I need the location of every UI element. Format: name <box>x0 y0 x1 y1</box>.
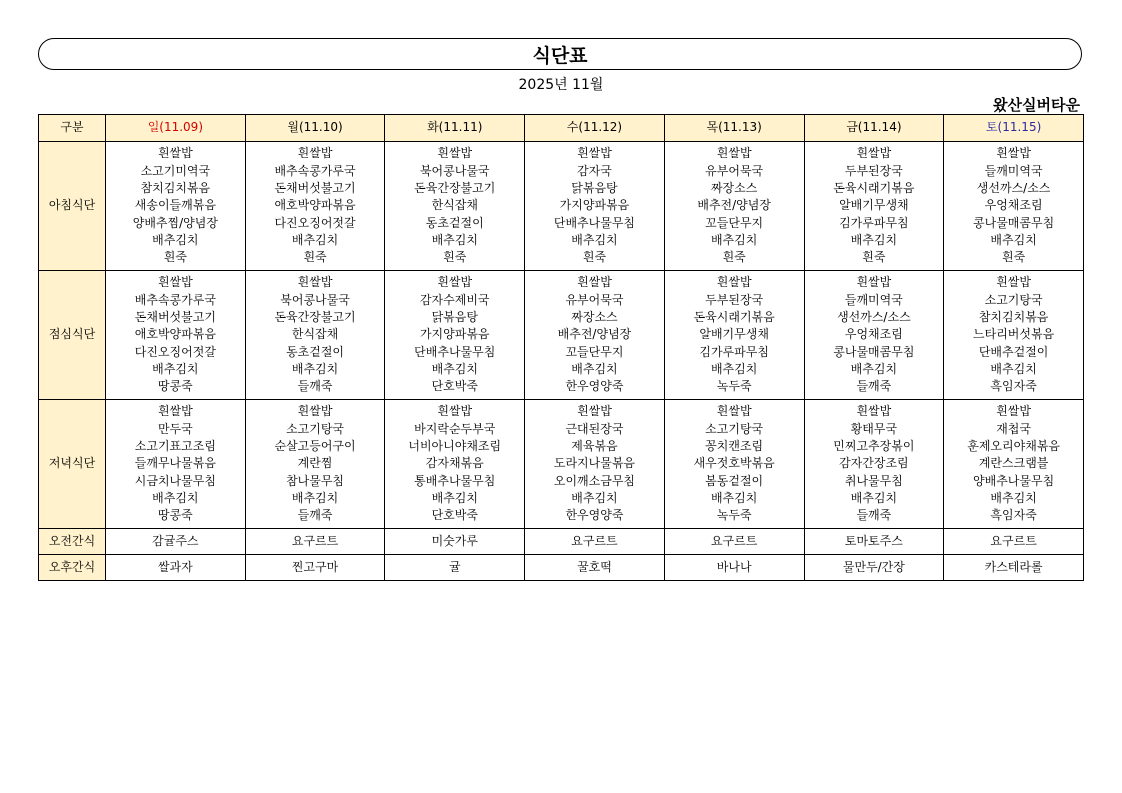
dish-item: 배추속콩가루국 <box>134 292 216 307</box>
dish-item: 들깨죽 <box>856 508 892 523</box>
meal-cell <box>245 400 385 529</box>
dish-item: 짜장소스 <box>710 181 758 196</box>
snack-cell: 요구르트 <box>525 529 665 555</box>
dish-item: 흰쌀밥 <box>996 275 1031 290</box>
dish-item: 소고기미역국 <box>140 163 211 178</box>
dish-item: 흰쌀밥 <box>297 275 333 290</box>
dish-item: 흰쌀밥 <box>437 404 473 419</box>
meal-row <box>39 142 1084 271</box>
snack-cell: 카스테라롤 <box>944 555 1084 581</box>
dish-item: 단호박죽 <box>431 508 478 523</box>
dish-item: 돈육시래기볶음 <box>693 310 775 325</box>
meal-cell <box>804 271 944 400</box>
dish-item: 흰쌀밥 <box>157 146 193 161</box>
dish-item: 배추김치 <box>990 232 1037 247</box>
dish-item: 재첩국 <box>996 421 1031 436</box>
dish-item: 북어콩나물국 <box>280 292 350 307</box>
dish-item: 배추김치 <box>291 232 339 247</box>
meal-cell <box>106 142 246 271</box>
day-header: 목(11.13) <box>664 115 804 142</box>
dish-item: 흰쌀밥 <box>157 275 193 290</box>
dish-item: 배추김치 <box>571 361 618 376</box>
dish-item: 배추김치 <box>291 361 339 376</box>
dish-item: 들깨죽 <box>297 379 333 394</box>
dish-item: 소고기탕국 <box>705 421 764 436</box>
dish-item: 감자수제비국 <box>419 292 490 307</box>
dish-item: 알배기무생채 <box>839 198 909 213</box>
dish-item: 흰죽 <box>722 250 746 265</box>
dish-item: 흰쌀밥 <box>716 275 752 290</box>
dish-item: 새송이들깨볶음 <box>134 198 216 213</box>
corner-label: 구분 <box>39 115 106 142</box>
meal-row <box>39 400 1084 529</box>
meal-cell <box>804 400 944 529</box>
dish-item: 흰죽 <box>443 250 467 265</box>
dish-item: 배추속콩가루국 <box>274 163 356 178</box>
facility-name: 왔산실버타운 <box>993 96 1080 114</box>
dish-item: 꼬들단무지 <box>705 215 764 230</box>
snack-cell: 꿀호떡 <box>525 555 665 581</box>
dish-item: 콩나물매콤무침 <box>973 215 1055 230</box>
dish-item: 우엉채조림 <box>984 198 1043 213</box>
dish-item: 흑임자죽 <box>990 508 1037 523</box>
dish-item: 배추김치 <box>152 232 199 247</box>
dish-item: 순살고등어구이 <box>274 439 356 454</box>
snack-cell: 감귤주스 <box>106 529 246 555</box>
page-title: 식단표 <box>532 44 588 67</box>
dish-item: 통배추나물무침 <box>414 473 496 488</box>
meal-cell <box>106 271 246 400</box>
dish-item: 근대된장국 <box>565 421 624 436</box>
dish-item: 들깨무나물볶음 <box>134 456 216 471</box>
snack-cell: 물만두/간장 <box>804 555 944 581</box>
meal-cell <box>525 142 665 271</box>
dish-item: 참치김치볶음 <box>978 310 1049 325</box>
dish-item: 배추김치 <box>431 490 478 505</box>
dish-item: 가지양파볶음 <box>559 198 630 213</box>
dish-item: 흰쌀밥 <box>577 275 612 290</box>
dish-item: 시금치나물무침 <box>134 473 216 488</box>
meal-label: 아침식단 <box>39 142 106 271</box>
dish-item: 양배추나물무침 <box>973 473 1055 488</box>
dish-item: 한식잡채 <box>291 327 339 342</box>
dish-item: 녹두죽 <box>716 508 752 523</box>
day-header: 수(11.12) <box>525 115 665 142</box>
day-header: 일(11.09) <box>106 115 246 142</box>
dish-item: 콩나물매콤무침 <box>833 344 915 359</box>
dish-item: 흰쌀밥 <box>437 146 473 161</box>
dish-item: 배추김치 <box>710 232 758 247</box>
dish-item: 만두국 <box>157 421 193 436</box>
dish-item: 북어콩나물국 <box>419 163 490 178</box>
dish-item: 새우젓호박볶음 <box>693 456 775 471</box>
dish-item: 느타리버섯볶음 <box>973 327 1055 342</box>
dish-item: 흰쌀밥 <box>577 146 612 161</box>
meal-cell <box>664 271 804 400</box>
dish-item: 흰쌀밥 <box>157 404 193 419</box>
dish-item: 애호박양파볶음 <box>274 198 356 213</box>
dish-item: 감자국 <box>577 163 612 178</box>
dish-item: 한식잡채 <box>431 198 478 213</box>
dish-item: 배추김치 <box>850 361 898 376</box>
dish-item: 흰쌀밥 <box>856 404 892 419</box>
dish-item: 다진오징어젓갈 <box>134 344 216 359</box>
dish-item: 김가루파무침 <box>839 215 909 230</box>
dish-item: 꼬들단무지 <box>565 344 624 359</box>
dish-item: 우엉채조림 <box>844 327 903 342</box>
header-row <box>39 115 1084 142</box>
meal-cell <box>385 400 525 529</box>
dish-item: 배추김치 <box>152 361 199 376</box>
dish-item: 알배기무생채 <box>699 327 769 342</box>
meal-cell <box>245 142 385 271</box>
dish-item: 흰쌀밥 <box>437 275 473 290</box>
meal-label: 저녁식단 <box>39 400 106 529</box>
dish-item: 소고기탕국 <box>984 292 1043 307</box>
weekly-menu-table <box>38 114 1084 581</box>
dish-item: 제육볶음 <box>571 439 618 454</box>
dish-item: 배추김치 <box>571 232 618 247</box>
meal-cell <box>664 142 804 271</box>
day-header: 화(11.11) <box>385 115 525 142</box>
dish-item: 들깨미역국 <box>844 292 903 307</box>
dish-item: 짜장소스 <box>571 310 618 325</box>
meal-cell <box>106 400 246 529</box>
meal-cell <box>385 271 525 400</box>
dish-item: 단배추겉절이 <box>978 344 1049 359</box>
dish-item: 바지락순두부국 <box>414 421 496 436</box>
dish-item: 흰쌀밥 <box>716 146 752 161</box>
snack-cell: 귤 <box>385 555 525 581</box>
dish-item: 황태무국 <box>850 421 898 436</box>
dish-item: 흰죽 <box>1002 250 1026 265</box>
snack-cell: 쌀과자 <box>106 555 246 581</box>
dish-item: 흰죽 <box>163 250 187 265</box>
dish-item: 한우영양죽 <box>565 379 624 394</box>
snack-label: 오전간식 <box>39 529 106 555</box>
dish-item: 단배추나물무침 <box>414 344 496 359</box>
dish-item: 감자채볶음 <box>425 456 484 471</box>
snack-cell: 요구르트 <box>245 529 385 555</box>
meal-cell <box>385 142 525 271</box>
meal-cell <box>664 400 804 529</box>
dish-item: 배추전/양념장 <box>557 327 632 342</box>
dish-item: 흰쌀밥 <box>716 404 752 419</box>
snack-cell: 요구르트 <box>664 529 804 555</box>
dish-item: 두부된장국 <box>844 163 903 178</box>
dish-item: 소고기표고조림 <box>134 439 216 454</box>
dish-item: 다진오징어젓갈 <box>274 215 356 230</box>
dish-item: 단배추나물무침 <box>553 215 636 230</box>
meal-cell <box>525 271 665 400</box>
dish-item: 한우영양죽 <box>565 508 624 523</box>
dish-item: 배추김치 <box>710 361 758 376</box>
dish-item: 배추김치 <box>850 490 898 505</box>
dish-item: 김가루파무침 <box>699 344 769 359</box>
dish-item: 흰쌀밥 <box>996 146 1031 161</box>
dish-item: 두부된장국 <box>705 292 764 307</box>
snack-cell: 미숫가루 <box>385 529 525 555</box>
dish-item: 훈제오리야채볶음 <box>967 439 1060 454</box>
dish-item: 들깨미역국 <box>984 163 1043 178</box>
snack-cell: 요구르트 <box>944 529 1084 555</box>
dish-item: 계란스크램블 <box>978 456 1049 471</box>
dish-item: 배추김치 <box>850 232 898 247</box>
dish-item: 봄동겉절이 <box>705 473 764 488</box>
dish-item: 유부어묵국 <box>565 292 624 307</box>
dish-item: 배추전/양념장 <box>697 198 771 213</box>
dish-item: 단호박죽 <box>431 379 478 394</box>
dish-item: 민찌고추장볶이 <box>833 439 915 454</box>
meal-cell <box>804 142 944 271</box>
menu-date: 2025년 11월 <box>518 77 604 93</box>
snack-row <box>39 529 1084 555</box>
dish-item: 들깨죽 <box>856 379 892 394</box>
dish-item: 땅콩죽 <box>157 508 193 523</box>
day-header: 토(11.15) <box>944 115 1084 142</box>
day-header: 금(11.14) <box>804 115 944 142</box>
dish-item: 오이깨소금무침 <box>553 473 636 488</box>
dish-item: 배추김치 <box>990 361 1037 376</box>
dish-item: 꽁치캔조림 <box>705 439 764 454</box>
meal-cell <box>944 142 1084 271</box>
dish-item: 흑임자죽 <box>990 379 1037 394</box>
dish-item: 너비아니야채조림 <box>408 439 502 454</box>
dish-item: 배추김치 <box>571 490 618 505</box>
meal-cell <box>525 400 665 529</box>
dish-item: 생선까스/소스 <box>837 310 911 325</box>
snack-cell: 찐고구마 <box>245 555 385 581</box>
dish-item: 동초겉절이 <box>286 344 345 359</box>
dish-item: 돈육간장불고기 <box>274 310 356 325</box>
dish-item: 양배추찜/양념장 <box>132 215 218 230</box>
meal-row <box>39 271 1084 400</box>
dish-item: 흰죽 <box>303 250 327 265</box>
dish-item: 배추김치 <box>291 490 339 505</box>
menu-title-box <box>38 38 1082 70</box>
snack-cell: 토마토주스 <box>804 529 944 555</box>
day-header: 월(11.10) <box>245 115 385 142</box>
dish-item: 돈육간장불고기 <box>414 181 496 196</box>
dish-item: 도라지나물볶음 <box>553 456 636 471</box>
dish-item: 배추김치 <box>431 232 478 247</box>
dish-item: 흰쌀밥 <box>297 404 333 419</box>
dish-item: 계란찜 <box>297 456 333 471</box>
dish-item: 유부어묵국 <box>705 163 764 178</box>
meal-label: 점심식단 <box>39 271 106 400</box>
dish-item: 배추김치 <box>990 490 1037 505</box>
dish-item: 참나물무침 <box>286 473 345 488</box>
meal-cell <box>944 271 1084 400</box>
snack-cell: 바나나 <box>664 555 804 581</box>
dish-item: 동초겉절이 <box>425 215 484 230</box>
dish-item: 흰쌀밥 <box>856 146 892 161</box>
dish-item: 흰쌀밥 <box>996 404 1031 419</box>
dish-item: 참치김치볶음 <box>140 181 211 196</box>
dish-item: 배추김치 <box>152 490 199 505</box>
dish-item: 돈채버섯불고기 <box>134 310 216 325</box>
dish-item: 닭볶음탕 <box>571 181 618 196</box>
dish-item: 배추김치 <box>431 361 478 376</box>
dish-item: 닭볶음탕 <box>431 310 478 325</box>
dish-item: 흰쌀밥 <box>297 146 333 161</box>
dish-item: 땅콩죽 <box>157 379 193 394</box>
dish-item: 녹두죽 <box>716 379 752 394</box>
snack-row <box>39 555 1084 581</box>
dish-item: 소고기탕국 <box>286 421 345 436</box>
dish-item: 흰죽 <box>862 250 886 265</box>
dish-item: 배추김치 <box>710 490 758 505</box>
dish-item: 돈육시래기볶음 <box>833 181 915 196</box>
dish-item: 가지양파볶음 <box>419 327 490 342</box>
dish-item: 취나물무침 <box>844 473 903 488</box>
dish-item: 생선까스/소스 <box>976 181 1051 196</box>
dish-item: 흰쌀밥 <box>577 404 612 419</box>
dish-item: 돈채버섯불고기 <box>274 181 356 196</box>
dish-item: 애호박양파볶음 <box>134 327 216 342</box>
meal-cell <box>245 271 385 400</box>
dish-item: 흰쌀밥 <box>856 275 892 290</box>
dish-item: 흰죽 <box>582 250 607 265</box>
meal-cell <box>944 400 1084 529</box>
snack-label: 오후간식 <box>39 555 106 581</box>
dish-item: 들깨죽 <box>297 508 333 523</box>
dish-item: 감자간장조림 <box>839 456 909 471</box>
